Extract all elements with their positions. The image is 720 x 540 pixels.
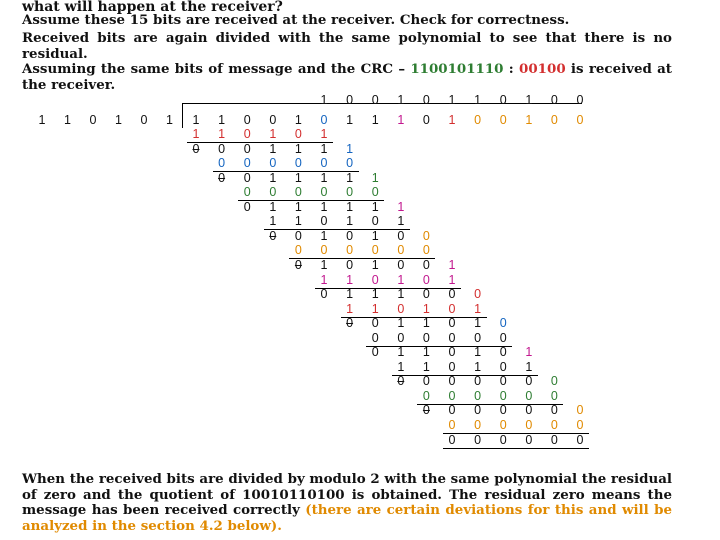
remainder-digit: 0: [269, 228, 277, 243]
remainder-digit: 1: [346, 287, 354, 302]
subtrahend-digit: 1: [192, 127, 200, 141]
divisor-digit: 1: [166, 113, 173, 127]
conclusion-note: (there are certain deviations for this and will be analyzed in the section 4.2 below).: [22, 502, 672, 534]
divisor-digit: 0: [89, 113, 97, 127]
dividend-digit: 1: [192, 113, 200, 127]
subtrahend-digit: 0: [448, 359, 456, 374]
subtrahend-digit: 0: [294, 185, 302, 200]
divisor-digit: 0: [140, 113, 148, 127]
subtrahend-digit: 0: [243, 156, 251, 171]
remainder-digit: 0: [525, 403, 533, 418]
subtraction-line: [315, 288, 461, 289]
remainder-digit: 0: [397, 228, 405, 243]
dividend-digit: 1: [294, 113, 302, 127]
subtrahend-digit: 0: [397, 330, 405, 345]
subtrahend-digit: 0: [422, 243, 430, 258]
subtrahend-digit: 1: [474, 359, 482, 374]
subtrahend-digit: 0: [346, 156, 354, 171]
subtraction-line: [443, 433, 589, 434]
quotient-digit: 0: [576, 93, 584, 107]
subtrahend-digit: 0: [474, 388, 482, 403]
subtrahend-digit: 0: [474, 418, 482, 432]
remainder-digit: 1: [397, 287, 405, 302]
subtrahend-digit: 0: [422, 388, 430, 403]
subtrahend-digit: 0: [243, 127, 251, 141]
dividend-digit: 1: [371, 113, 379, 127]
crc-bits: 00100: [519, 61, 566, 77]
subtrahend-digit: 1: [371, 301, 379, 316]
subtrahend-digit: 0: [346, 243, 354, 258]
subtrahend-digit: 0: [525, 388, 533, 403]
dividend-digit: 0: [499, 113, 507, 127]
dividend-digit: 0: [474, 113, 482, 127]
subtraction-line: [289, 258, 435, 259]
subtrahend-digit: 0: [525, 432, 533, 447]
divisor-digit: 1: [38, 113, 46, 127]
subtrahend-digit: 0: [294, 127, 302, 141]
subtrahend-digit: 1: [269, 214, 277, 229]
subtrahend-digit: 0: [448, 330, 456, 345]
dividend-digit: 0: [576, 113, 584, 127]
assuming-tail: is received at the receiver.: [22, 61, 672, 93]
subtrahend-digit: 0: [371, 185, 379, 200]
subtrahend-digit: 0: [320, 214, 328, 229]
remainder-digit: 0: [474, 287, 482, 302]
subtrahend-digit: 1: [525, 359, 533, 374]
dividend-digit: 1: [397, 113, 405, 127]
remainder-digit: 0: [448, 374, 456, 389]
subtrahend-digit: 1: [320, 272, 328, 287]
remainder-digit: 1: [474, 316, 482, 331]
subtrahend-digit: 0: [474, 432, 482, 447]
remainder-digit: 1: [448, 257, 456, 272]
subtrahend-digit: 1: [422, 359, 430, 374]
dividend-digit: 0: [243, 113, 251, 127]
remainder-digit: 1: [346, 199, 354, 214]
subtrahend-digit: 0: [474, 330, 482, 345]
remainder-digit: 0: [243, 199, 251, 214]
subtraction-line: [187, 142, 333, 143]
remainder-digit: 1: [320, 170, 328, 185]
subtrahend-digit: 0: [448, 432, 456, 447]
paragraph-assume: Assume these 15 bits are received at the receiver. Check for correctness.: [22, 12, 570, 28]
subtrahend-digit: 0: [550, 388, 558, 403]
subtrahend-digit: 0: [243, 185, 251, 200]
remainder-digit: 0: [346, 257, 354, 272]
subtraction-line: [392, 375, 538, 376]
subtrahend-digit: 0: [320, 243, 328, 258]
subtrahend-digit: 0: [320, 156, 328, 171]
paragraph-received: Received bits are again divided with the same polynomial to see that there is no residual.: [22, 30, 672, 62]
remainder-digit: 0: [371, 345, 379, 360]
remainder-digit: 0: [448, 345, 456, 360]
remainder-digit: 0: [294, 228, 302, 243]
dividend-digit: 0: [320, 113, 328, 127]
remainder-digit: 1: [269, 199, 277, 214]
remainder-digit: 0: [346, 316, 354, 331]
divisor-digit: 1: [115, 113, 122, 127]
remainder-digit: 1: [320, 228, 328, 243]
remainder-digit: 0: [576, 403, 584, 418]
subtrahend-digit: 1: [346, 214, 354, 229]
subtrahend-digit: 0: [269, 185, 277, 200]
subtrahend-digit: 1: [397, 214, 405, 229]
assuming-text: Assuming the same bits of message and the CRC –: [22, 61, 411, 77]
remainder-digit: 0: [474, 374, 482, 389]
subtrahend-digit: 0: [294, 243, 302, 258]
subtrahend-digit: 0: [499, 388, 507, 403]
subtrahend-digit: 0: [371, 272, 379, 287]
division-bracket: [182, 103, 183, 128]
subtrahend-digit: 0: [499, 359, 507, 374]
remainder-digit: 1: [269, 170, 277, 185]
dividend-digit: 0: [422, 113, 430, 127]
quotient-digit: 1: [474, 93, 482, 107]
quotient-digit: 0: [422, 93, 430, 107]
subtrahend-digit: 1: [397, 359, 405, 374]
remainder-digit: 1: [320, 199, 328, 214]
remainder-digit: 0: [448, 287, 456, 302]
subtrahend-digit: 0: [448, 418, 456, 432]
remainder-digit: 1: [397, 199, 405, 214]
subtraction-line: [417, 404, 563, 405]
remainder-digit: 1: [320, 141, 328, 156]
subtrahend-digit: 0: [397, 301, 405, 316]
subtrahend-digit: 0: [218, 156, 226, 171]
remainder-digit: 1: [294, 141, 302, 156]
remainder-digit: 0: [422, 228, 430, 243]
subtrahend-digit: 0: [320, 185, 328, 200]
remainder-digit: 0: [371, 316, 379, 331]
dividend-digit: 1: [448, 113, 456, 127]
separator: :: [503, 61, 520, 77]
subtrahend-digit: 0: [525, 418, 533, 432]
remainder-digit: 1: [397, 316, 405, 331]
subtrahend-digit: 0: [371, 330, 379, 345]
dividend-digit: 1: [346, 113, 354, 127]
divisor-digit: 1: [64, 113, 71, 127]
remainder-digit: 0: [499, 345, 507, 360]
remainder-digit: 1: [371, 199, 379, 214]
remainder-digit: 1: [371, 228, 379, 243]
subtrahend-digit: 0: [422, 330, 430, 345]
subtrahend-digit: 0: [499, 330, 507, 345]
quotient-digit: 1: [320, 93, 328, 107]
subtraction-line: [213, 171, 359, 172]
subtrahend-digit: 0: [397, 243, 405, 258]
remainder-digit: 0: [243, 170, 251, 185]
message-bits: 1100101110: [410, 61, 504, 77]
quotient-digit: 0: [550, 93, 558, 107]
remainder-digit: 1: [346, 141, 354, 156]
remainder-digit: 0: [499, 403, 507, 418]
subtrahend-digit: 1: [448, 272, 456, 287]
subtraction-line: [264, 229, 410, 230]
subtrahend-digit: 1: [218, 127, 226, 141]
subtrahend-digit: 0: [499, 432, 507, 447]
remainder-digit: 0: [474, 403, 482, 418]
dividend-digit: 1: [525, 113, 533, 127]
subtrahend-digit: 0: [422, 272, 430, 287]
subtrahend-digit: 0: [371, 243, 379, 258]
subtrahend-digit: 0: [550, 432, 558, 447]
quotient-digit: 0: [499, 93, 507, 107]
remainder-digit: 1: [371, 170, 379, 185]
subtrahend-digit: 0: [576, 432, 584, 447]
remainder-digit: 1: [371, 257, 379, 272]
subtraction-line: [443, 448, 589, 449]
subtrahend-digit: 0: [294, 156, 302, 171]
subtraction-line: [238, 200, 384, 201]
subtrahend-digit: 1: [269, 127, 277, 141]
remainder-digit: 0: [422, 403, 430, 418]
remainder-digit: 1: [474, 345, 482, 360]
remainder-digit: 0: [294, 257, 302, 272]
remainder-digit: 0: [422, 287, 430, 302]
dividend-digit: 0: [269, 113, 277, 127]
remainder-digit: 0: [320, 287, 328, 302]
subtrahend-digit: 0: [448, 388, 456, 403]
subtrahend-digit: 0: [550, 418, 558, 432]
remainder-digit: 1: [294, 199, 302, 214]
subtrahend-digit: 1: [294, 214, 302, 229]
remainder-digit: 0: [397, 257, 405, 272]
quotient-digit: 1: [448, 93, 456, 107]
quotient-digit: 0: [371, 93, 379, 107]
remainder-digit: 0: [448, 403, 456, 418]
remainder-digit: 1: [346, 170, 354, 185]
remainder-digit: 0: [422, 374, 430, 389]
remainder-digit: 1: [320, 257, 328, 272]
remainder-digit: 0: [422, 257, 430, 272]
subtrahend-digit: 0: [269, 156, 277, 171]
remainder-digit: 0: [525, 374, 533, 389]
remainder-digit: 0: [346, 228, 354, 243]
remainder-digit: 0: [448, 316, 456, 331]
remainder-digit: 1: [371, 287, 379, 302]
remainder-digit: 1: [397, 345, 405, 360]
subtrahend-digit: 1: [474, 301, 482, 316]
question-heading: what will happen at the receiver?: [22, 0, 283, 15]
subtrahend-digit: 0: [576, 418, 584, 432]
remainder-digit: 0: [550, 374, 558, 389]
subtrahend-digit: 1: [320, 127, 328, 141]
remainder-digit: 0: [243, 141, 251, 156]
subtrahend-digit: 1: [397, 272, 405, 287]
subtraction-line: [366, 346, 512, 347]
quotient-digit: 1: [397, 93, 405, 107]
remainder-digit: 0: [499, 316, 507, 331]
remainder-digit: 0: [218, 141, 226, 156]
conclusion-text: When the received bits are divided by modulo 2 with the same polynomial the residual of zero and the quotient of 10010110100 is obtained. The residual zero means the message has been received correctly: [22, 471, 672, 518]
remainder-digit: 0: [192, 141, 200, 156]
remainder-digit: 1: [269, 141, 277, 156]
subtraction-line: [341, 317, 487, 318]
quotient-digit: 0: [346, 93, 354, 107]
remainder-digit: 0: [499, 374, 507, 389]
subtrahend-digit: 1: [422, 301, 430, 316]
remainder-digit: 1: [422, 316, 430, 331]
remainder-digit: 1: [422, 345, 430, 360]
remainder-digit: 0: [218, 170, 226, 185]
subtrahend-digit: 1: [346, 272, 354, 287]
subtrahend-digit: 0: [499, 418, 507, 432]
subtrahend-digit: 0: [448, 301, 456, 316]
subtrahend-digit: 0: [346, 185, 354, 200]
remainder-digit: 0: [550, 403, 558, 418]
conclusion-paragraph: [22, 472, 672, 534]
dividend-digit: 1: [218, 113, 226, 127]
subtrahend-digit: 1: [346, 301, 354, 316]
remainder-digit: 1: [525, 345, 533, 360]
subtrahend-digit: 0: [371, 214, 379, 229]
dividend-digit: 0: [550, 113, 558, 127]
remainder-digit: 1: [294, 170, 302, 185]
quotient-digit: 1: [525, 93, 533, 107]
remainder-digit: 0: [397, 374, 405, 389]
